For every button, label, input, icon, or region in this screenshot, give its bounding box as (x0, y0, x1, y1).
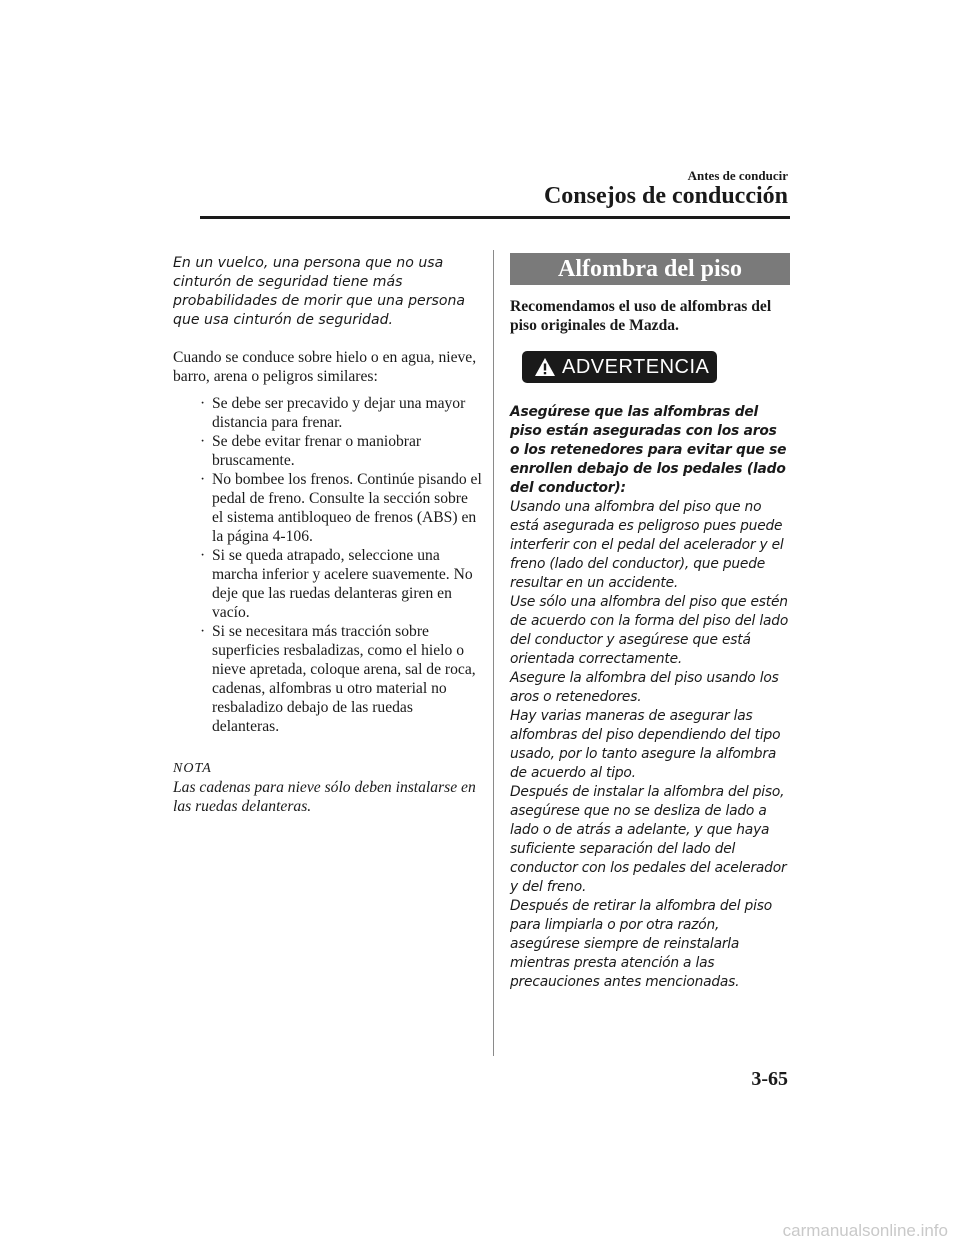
advertencia-paragraph: Después de retirar la alfombra del piso para limpiarla o por otra razón, asegúrese siempre de reinstalarla mientras presta atención a las precauciones antes mencionadas. (510, 898, 772, 990)
list-item: · Se debe evitar frenar o maniobrar bruscamente. (200, 433, 422, 469)
header-section: Antes de conducir (687, 168, 788, 183)
bullet-icon: · (200, 623, 206, 640)
page-number: 3-65 (751, 1068, 788, 1090)
bullet-icon: · (200, 395, 206, 412)
advertencia-body (510, 403, 790, 992)
list-item: · No bombee los frenos. Continúe pisando el pedal de freno. Consulte la sección sobre el sistema antibloqueo de frenos (ABS) en la página 4-106. (200, 471, 482, 545)
list-item: · Si se necesitara más tracción sobre superficies resbaladizas, como el hielo o nieve apretada, coloque arena, sal de roca, cadenas, alfombras u otro material no resbaladizo debajo de las ruedas delanteras. (200, 623, 476, 735)
advertencia-label: ADVERTENCIA (562, 355, 710, 378)
bullet-icon: · (200, 433, 206, 450)
rollover-warning-text: En un vuelco, una persona que no usa cinturón de seguridad tiene más probabilidades de morir que una persona que usa cinturón de seguridad. (173, 255, 466, 328)
watermark[interactable]: carmanualsonline.info (782, 1221, 948, 1240)
advertencia-paragraph: Use sólo una alfombra del piso que estén de acuerdo con la forma del piso del lado del conductor y asegúrese que está orientada correctamente. (510, 594, 789, 667)
advertencia-badge (522, 351, 717, 383)
nota-text: Las cadenas para nieve sólo deben instalarse en las ruedas delanteras. (173, 779, 476, 815)
list-item: · Si se queda atrapado, seleccione una marcha inferior y acelere suavemente. No deje que las ruedas delanteras giren en vacío. (200, 547, 473, 621)
advertencia-bold-text: Asegúrese que las alfombras del piso están aseguradas con los aros o los retenedores para evitar que se enrollen debajo de los pedales (lado del conductor): (510, 404, 787, 496)
column-divider (493, 250, 494, 1056)
slippery-conditions-intro: Cuando se conduce sobre hielo o en agua, nieve, barro, arena o peligros similares: (173, 349, 477, 385)
section-banner: Alfombra del piso (510, 253, 790, 285)
advertencia-paragraph: Asegure la alfombra del piso usando los aros o retenedores. (510, 670, 779, 705)
advertencia-paragraph: Después de instalar la alfombra del piso, asegúrese que no se desliza de lado a lado o de atrás a adelante, y que haya suficiente separación del lado del conductor con los pedales del acelerador y del freno. (510, 784, 787, 895)
advertencia-paragraph: Hay varias maneras de asegurar las alfombras del piso dependiendo del tipo usado, por lo tanto asegure la alfombra de acuerdo al tipo. (510, 708, 781, 781)
right-column (510, 253, 790, 992)
header-title: Consejos de conducción (543, 183, 788, 209)
list-item: · Se debe ser precavido y dejar una mayor distancia para frenar. (200, 395, 466, 431)
driving-tips-list (173, 394, 483, 736)
advertencia-paragraph: Usando una alfombra del piso que no está asegurada es peligroso pues puede interferir con el pedal del acelerador y el freno (lado del conductor), que puede resultar en un accidente. (510, 499, 784, 591)
bullet-icon: · (200, 471, 206, 488)
warning-triangle-icon (534, 357, 556, 377)
nota-label: NOTA (173, 761, 212, 776)
recommendation-text: Recomendamos el uso de alfombras del piso originales de Mazda. (510, 298, 772, 334)
left-column (173, 254, 483, 816)
bullet-icon: · (200, 547, 206, 564)
header-rule (200, 216, 790, 219)
